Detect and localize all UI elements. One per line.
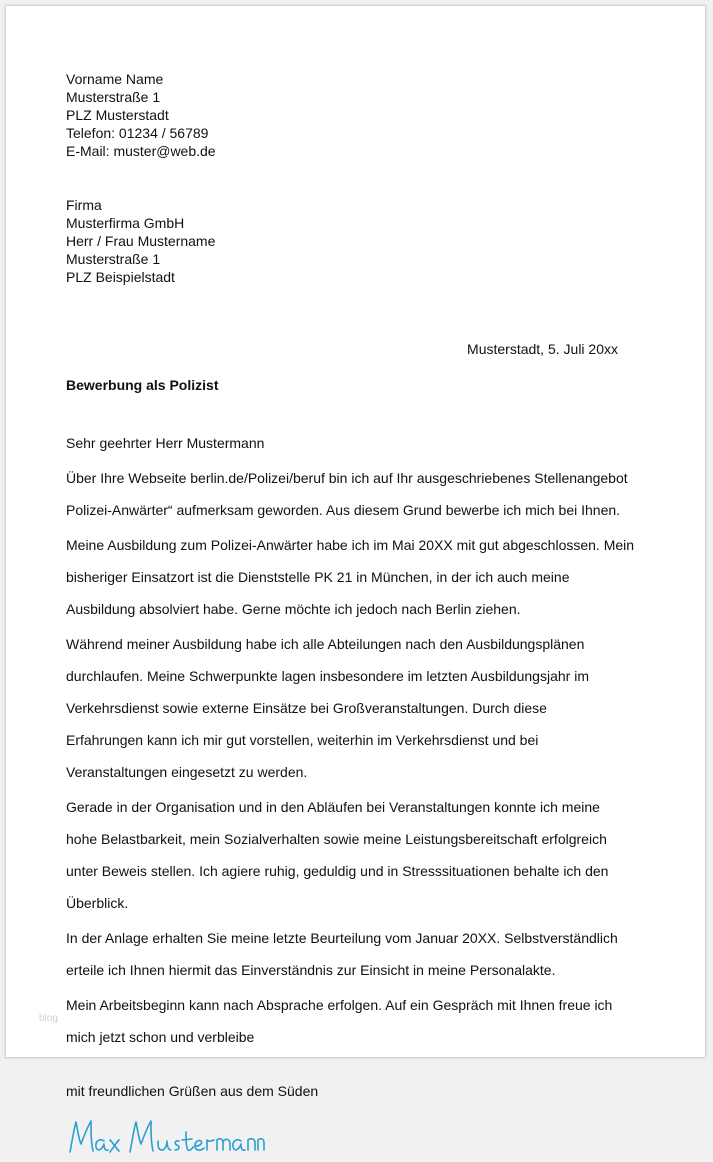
sender-name: Vorname Name xyxy=(66,71,164,87)
paragraph-line: In der Anlage erhalten Sie meine letzte Beurteilung vom Januar 20XX. Selbstverständlich xyxy=(66,930,618,946)
watermark-text: blog xyxy=(39,1013,58,1024)
paragraph-line: Überblick. xyxy=(66,895,129,911)
signature-graphic xyxy=(66,1114,266,1162)
paragraph xyxy=(66,798,646,912)
paragraph-line: Veranstaltungen eingesetzt zu werden. xyxy=(66,764,308,780)
paragraph-line: Erfahrungen kann ich mir gut vorstellen, weiterhin im Verkehrsdienst und bei xyxy=(66,732,539,748)
sender-phone: Telefon: 01234 / 56789 xyxy=(66,125,209,141)
paragraph-line: Verkehrsdienst sowie externe Einsätze bei Großveranstaltungen. Durch diese xyxy=(66,700,547,716)
letter-closing: mit freundlichen Grüßen aus dem Süden xyxy=(66,1083,319,1099)
sender-email: E-Mail: muster@web.de xyxy=(66,143,216,159)
paragraph xyxy=(66,996,646,1046)
paragraph-line: Gerade in der Organisation und in den Abläufen bei Veranstaltungen konnte ich meine xyxy=(66,799,600,815)
recipient-line1: Firma xyxy=(66,197,102,213)
paragraph xyxy=(66,929,646,979)
paragraph-line: hohe Belastbarkeit, mein Sozialverhalten sowie meine Leistungsbereitschaft erfolgreich xyxy=(66,831,607,847)
recipient-company: Musterfirma GmbH xyxy=(66,215,185,231)
letter-paragraphs xyxy=(66,469,646,1046)
handwritten-signature xyxy=(66,1114,646,1162)
paragraph-line: unter Beweis stellen. Ich agiere ruhig, geduldig und in Stresssituationen behalte ich den xyxy=(66,863,609,879)
paragraph-line: mich jetzt schon und verbleibe xyxy=(66,1029,255,1045)
letter-date: Musterstadt, 5. Juli 20xx xyxy=(467,341,618,357)
paragraph-line: Ausbildung absolviert habe. Gerne möchte ich jedoch nach Berlin ziehen. xyxy=(66,601,521,617)
paragraph-line: Meine Ausbildung zum Polizei-Anwärter habe ich im Mai 20XX mit gut abgeschlossen. Mein xyxy=(66,537,635,553)
paragraph-line: Mein Arbeitsbeginn kann nach Absprache erfolgen. Auf ein Gespräch mit Ihnen freue ich xyxy=(66,997,613,1013)
recipient-street: Musterstraße 1 xyxy=(66,251,161,267)
paragraph xyxy=(66,469,646,519)
letter-body xyxy=(66,70,646,1162)
recipient-address xyxy=(66,196,646,286)
recipient-city: PLZ Beispielstadt xyxy=(66,269,175,285)
sender-address xyxy=(66,70,646,160)
paragraph-line: erteile ich Ihnen hiermit das Einverständnis zur Einsicht in meine Personalakte. xyxy=(66,962,556,978)
letter-salutation: Sehr geehrter Herr Mustermann xyxy=(66,435,265,451)
letter-page xyxy=(5,5,706,1099)
sender-city: PLZ Musterstadt xyxy=(66,107,169,123)
sender-street: Musterstraße 1 xyxy=(66,89,161,105)
recipient-contact: Herr / Frau Mustername xyxy=(66,233,216,249)
letter-subject: Bewerbung als Polizist xyxy=(66,377,219,393)
paragraph xyxy=(66,536,646,618)
paragraph-line: Während meiner Ausbildung habe ich alle Abteilungen nach den Ausbildungsplänen xyxy=(66,636,585,652)
paragraph-line: Polizei-Anwärter“ aufmerksam geworden. Aus diesem Grund bewerbe ich mich bei Ihnen. xyxy=(66,502,621,518)
paragraph xyxy=(66,635,646,781)
paragraph-line: durchlaufen. Meine Schwerpunkte lagen insbesondere im letzten Ausbildungsjahr im xyxy=(66,668,589,684)
paragraph-line: Über Ihre Webseite berlin.de/Polizei/beruf bin ich auf Ihr ausgeschriebenes Stellenangebot xyxy=(66,470,628,486)
paragraph-line: bisheriger Einsatzort ist die Dienststelle PK 21 in München, in der ich auch meine xyxy=(66,569,570,585)
